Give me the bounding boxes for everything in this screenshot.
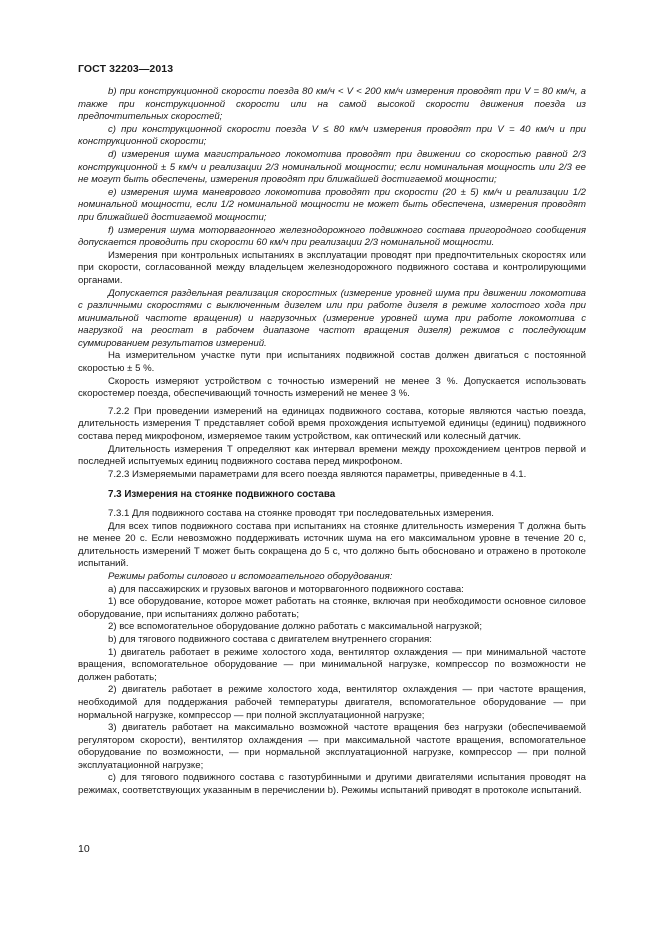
list-item-a: а) для пассажирских и грузовых вагонов и моторвагонного подвижного состава: (108, 583, 464, 595)
paragraph-stationary-duration: Для всех типов подвижного состава при испытаниях на стоянке длительность измерения T должна быть не менее 20 с. Если невозможно поддерживать источник шума на его максимальном уровне в течение 20 с, длительность измерений T может быть сокращена до 5 с, что должно быть обосновано и отражено в протоколе испытаний. (78, 520, 586, 570)
paragraph-constant-speed: На измерительном участке пути при испытаниях подвижной состав должен двигаться с постоянной скоростью ± 5 %. (78, 350, 586, 375)
paragraph-speed-measurement: Скорость измеряют устройством с точностью измерений не менее 3 %. Допускается использовать скоростемер поезда, обеспечивающий точность измерений не менее 3 %. (78, 375, 586, 400)
list-item-a1: 1) все оборудование, которое может работать на стоянке, включая при необходимости основное силовое оборудование, при испытаниях должно работать; (78, 596, 586, 620)
list-item-b: b) при конструкционной скорости поезда 80 км/ч < V < 200 км/ч измерения проводят при V = 80 км/ч, а также при конструкционной скорости или на самой высокой скорости движения поезда из предпочтительных скоростей; (78, 86, 586, 123)
section-heading: 7.3 Измерения на стоянке подвижного состава (108, 489, 336, 501)
list-item-e: e) измерения шума маневрового локомотива проводят при скорости (20 ± 5) км/ч и реализации 1/2 номинальной мощности, если 1/2 номинальной мощности не может быть обеспечена, измерения проводят при ближайшей достигаемой мощности; (78, 186, 586, 223)
clause-7-3-1: 7.3.1 Для подвижного состава на стоянке проводят три последовательных измерения. (108, 508, 494, 519)
list-item-c-stationary: c) для тягового подвижного состава с газотурбинными и другими двигателями испытания проводят на режимах, соответствующих указанным в перечислении b). Режимы испытаний приводят в протоколе испытаний. (78, 772, 586, 797)
paragraph-separate-modes: Допускается раздельная реализация скоростных (измерение уровней шума при движении локомотива с различными скоростями с выключенным дизелем или при работе дизеля в режиме холостого хода при минимальной частоте вращения) и нагрузочных (измерение уровней шума при работе локомотива с нагрузкой на реостат в рабочем диапазоне частот вращения дизеля) режимов с последующим суммированием результатов измерений. (78, 287, 586, 349)
document-header: ГОСТ 32203—2013 (78, 63, 174, 75)
list-item-b1: 1) двигатель работает в режиме холостого хода, вентилятор охлаждения — при минимальной частоте вращения, вспомогательное оборудование — при минимальной нагрузке, компрессор по возможности не должен работать; (78, 646, 586, 683)
list-item-d: d) измерения шума магистрального локомотива проводят при движении со скоростью равной 2/3 конструкционной ± 5 км/ч и реализации 2/3 номинальной мощности; если номинальная мощность или 2/3 ее не могут быть обеспечены, измерения проводят при ближайшей достигаемой мощности; (78, 148, 586, 186)
list-item-a2: 2) все вспомогательное оборудование должно работать с максимальной нагрузкой; (108, 621, 483, 633)
paragraph-duration: Длительность измерения T определяют как интервал времени между прохождением центров первой и последней испытуемых единиц подвижного состава перед микрофоном. (78, 443, 586, 468)
page-number: 10 (78, 843, 90, 855)
list-item-b3: 3) двигатель работает на максимально возможной частоте вращения без нагрузки (обеспечиваемой регулятором скорости), вентилятор охлаждения — при максимальной частоте вращения, вспомогательное оборудование по возможности, — при нормальной эксплуатационной нагрузке, компрессор — при полной эксплуатационной нагрузке; (78, 722, 586, 771)
paragraph-control-tests: Измерения при контрольных испытаниях в эксплуатации проводят при предпочтительных скоростях или при скорости, согласованной между владельцем железнодорожного подвижного состава и контролирующими органами. (78, 249, 586, 286)
list-item-b2: 2) двигатель работает в режиме холостого хода, вентилятор охлаждения — при частоте вращения, необходимой для поддержания рабочей температуры двигателя, вспомогательное оборудование — при нормальной нагрузке, компрессор — при полной эксплуатационной нагрузке; (78, 684, 586, 721)
paragraph-operating-modes: Режимы работы силового и вспомогательного оборудования: (108, 570, 393, 582)
list-item-b-stationary: b) для тягового подвижного состава с двигателем внутреннего сгорания: (108, 633, 432, 645)
list-item-f: f) измерения шума моторвагонного железнодорожного подвижного состава пригородного сообщения допускается проводить при скорости 60 км/ч при реализации 2/3 номинальной мощности. (78, 224, 586, 249)
list-item-c: c) при конструкционной скорости поезда V ≤ 80 км/ч измерения проводят при V = 40 км/ч и при конструкционной скорости; (78, 123, 586, 148)
clause-7-2-2: 7.2.2 При проведении измерений на единицах подвижного состава, которые являются частью поезда, длительность измерения T представляет собой время прохождения испытуемой единицы (единиц) подвижного состава перед микрофоном, измеряемое таким устройством, как оптический или колесный датчик. (78, 405, 586, 443)
document-body (78, 86, 586, 798)
clause-7-2-3: 7.2.3 Измеряемыми параметрами для всего поезда являются параметры, приведенные в 4.1. (108, 468, 527, 480)
